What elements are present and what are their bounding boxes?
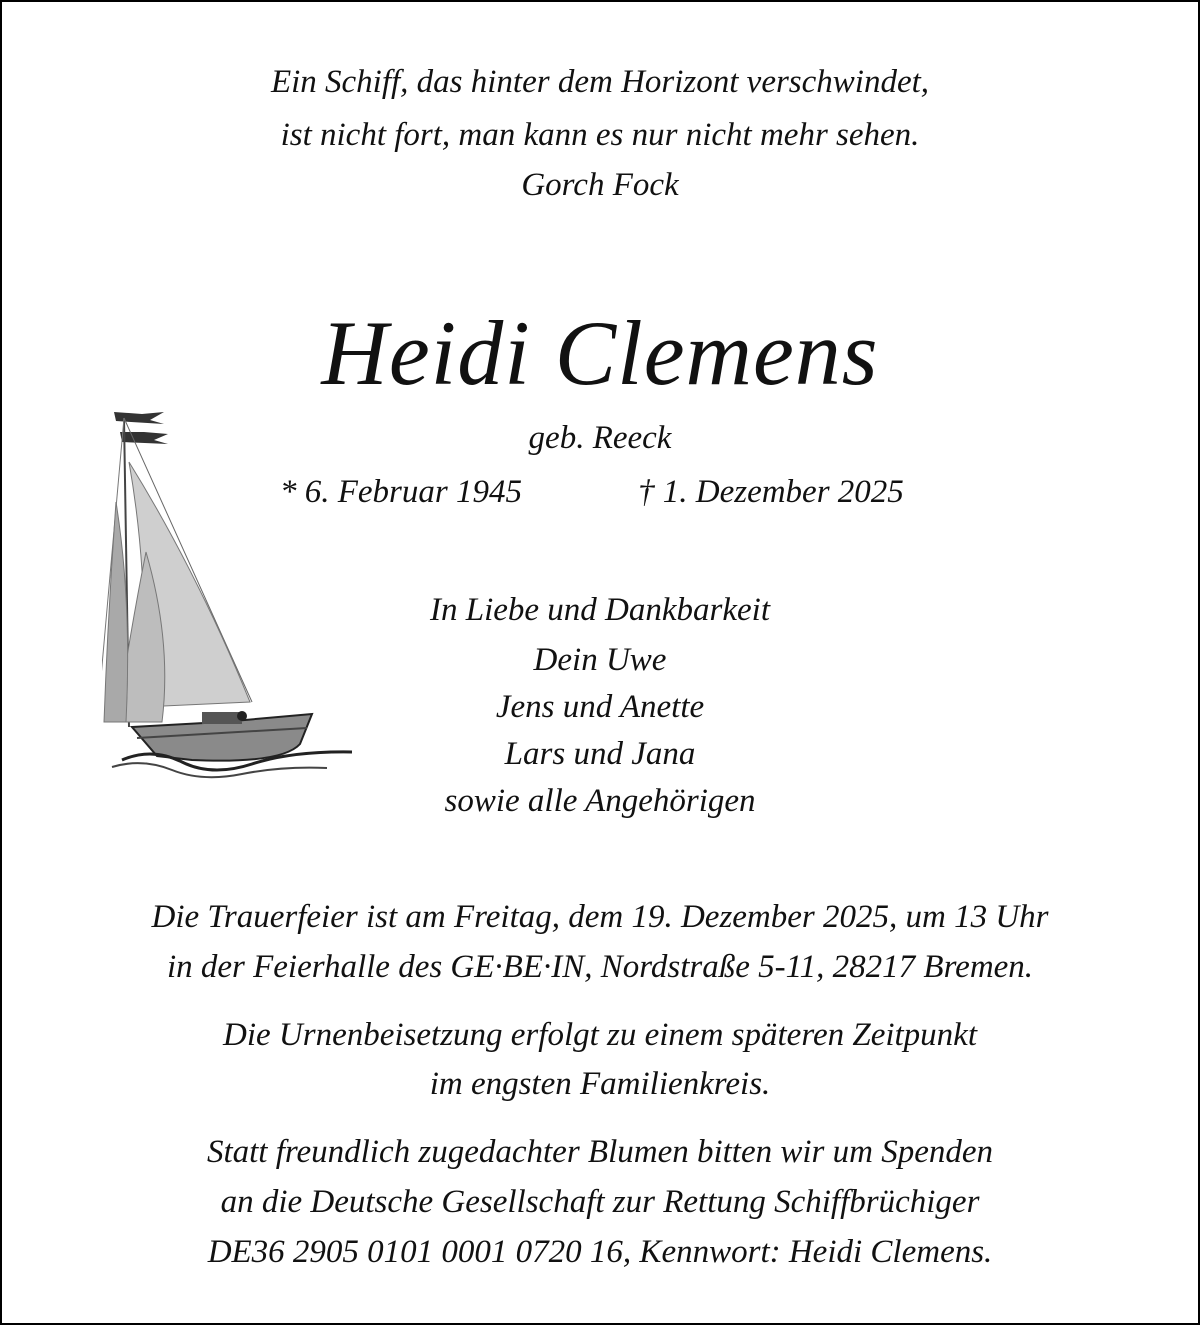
funeral-line-2: in der Feierhalle des GE·BE·IN, Nordstraße 5-11, 28217 Bremen. [166, 949, 1034, 985]
mourner-1: Dein Uwe [533, 642, 667, 678]
mourner-4: sowie alle Angehörigen [444, 783, 756, 819]
burial-line-1: Die Urnenbeisetzung erfolgt zu einem späteren Zeitpunkt [223, 1017, 977, 1053]
funeral-line-1: Die Trauerfeier ist am Freitag, dem 19. Dezember 2025, um 13 Uhr [151, 899, 1049, 935]
quote-line-2: ist nicht fort, man kann es nur nicht mehr sehen. [280, 117, 920, 153]
mourners-intro: In Liebe und Dankbarkeit [429, 592, 770, 628]
quote-line-1: Ein Schiff, das hinter dem Horizont verschwindet, [270, 64, 930, 100]
donation-line-1: Statt freundlich zugedachter Blumen bitten wir um Spenden [206, 1134, 994, 1170]
quote-author: Gorch Fock [521, 167, 679, 203]
donation-line-3: DE36 2905 0101 0001 0720 16, Kennwort: Heidi Clemens. [207, 1234, 993, 1270]
mourner-3: Lars und Jana [504, 736, 696, 772]
birth-date: * 6. Februar 1945 [280, 474, 522, 510]
death-date: † 1. Dezember 2025 [638, 474, 904, 510]
birth-name: geb. Reeck [528, 420, 672, 456]
burial-line-2: im engsten Familienkreis. [429, 1066, 771, 1102]
donation-line-2: an die Deutsche Gesellschaft zur Rettung Schiffbrüchiger [220, 1184, 980, 1220]
deceased-name: Heidi Clemens [321, 302, 879, 404]
mourner-2: Jens und Anette [495, 689, 705, 725]
